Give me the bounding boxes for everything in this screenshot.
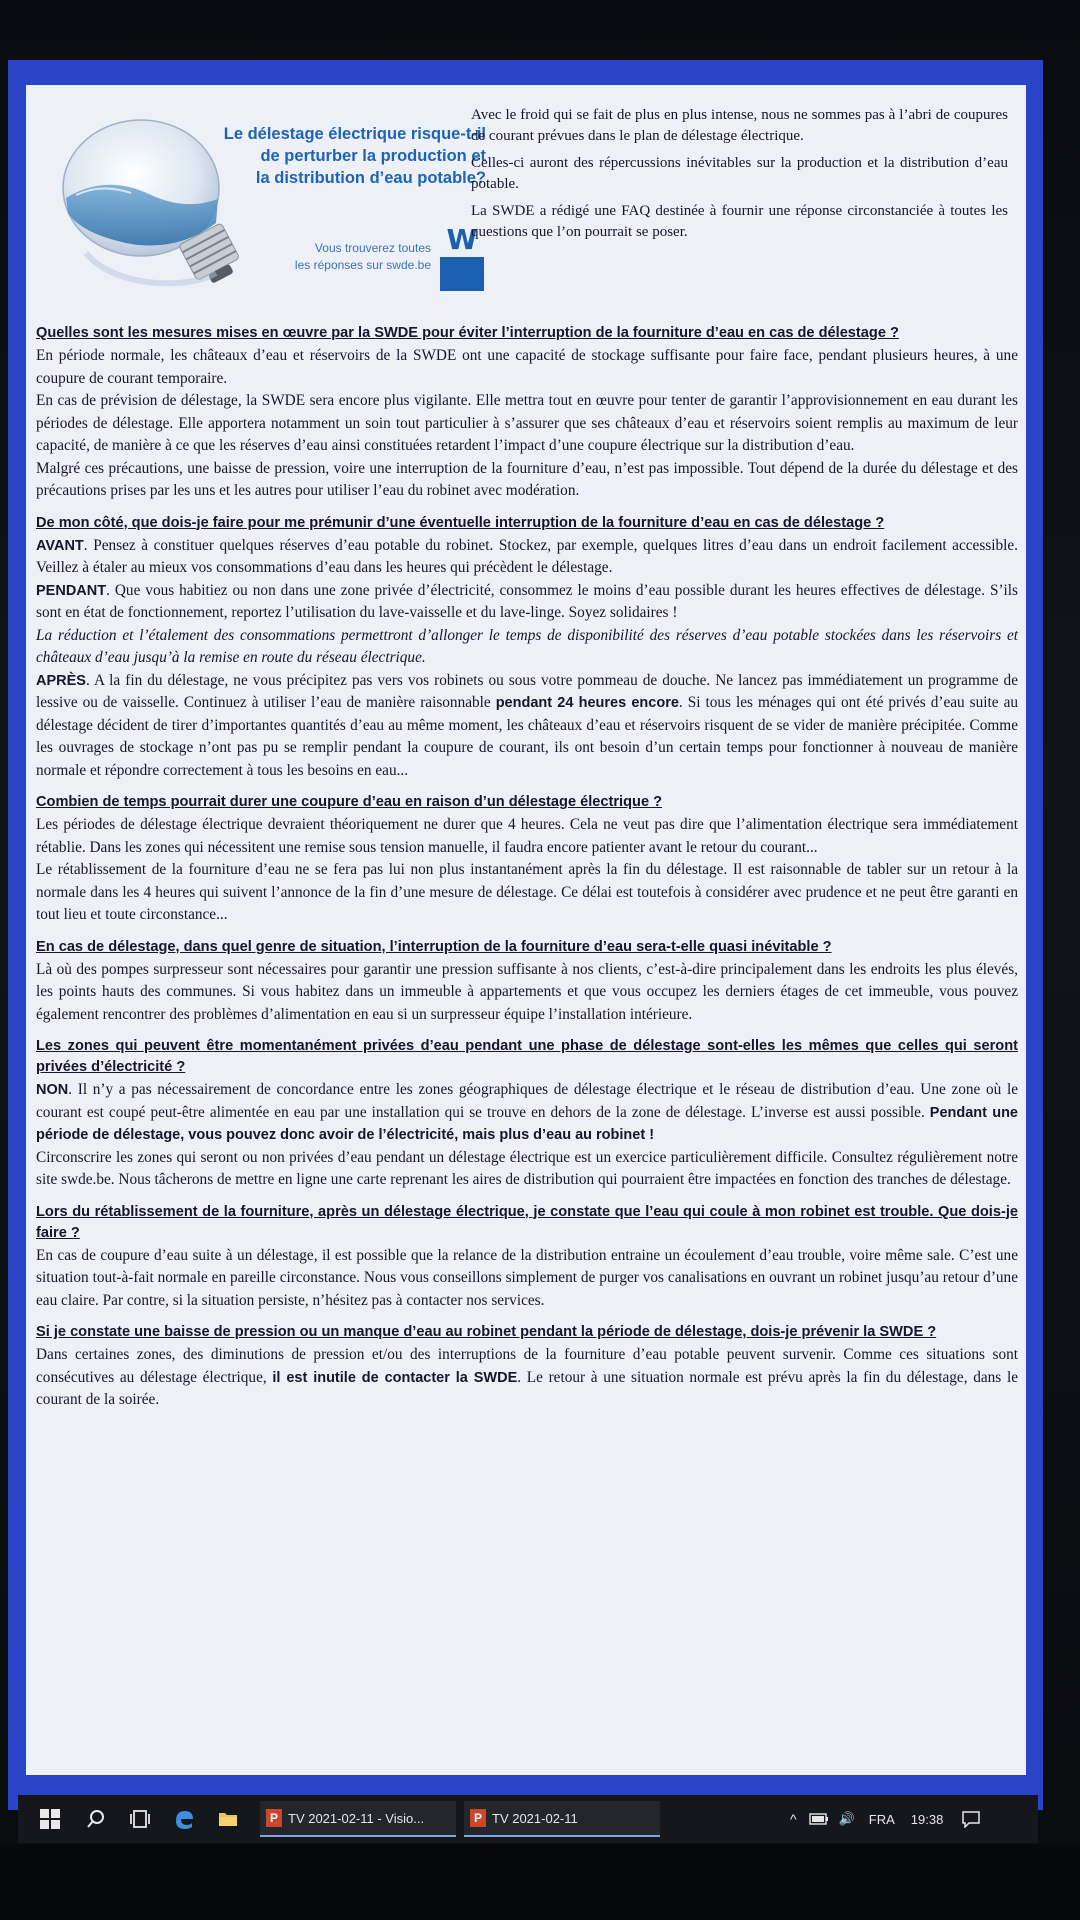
faq-question: De mon côté, que dois-je faire pour me prémunir d’une éventuelle interruption de la fourniture d’eau en cas de délestage ? [36, 514, 885, 531]
header-title-line: Le délestage électrique risque-t-il [223, 125, 486, 143]
battery-icon[interactable] [809, 1813, 829, 1825]
non-bold: Pendant une période de délestage, vous pouvez donc avoir de l’électricité, mais plus d’eau au robinet ! [36, 1104, 1018, 1143]
faq-answer: Les périodes de délestage électrique devraient théoriquement ne durer que 4 heures. Cela ne veut pas dire que l’alimentation électrique sera immédiatement rétablie. Dans les zones qui nécessitent une remise sous tension manuelle, il faudra encore patienter avant le retour du courant... [36, 816, 1018, 856]
intro-paragraph: Avec le froid qui se fait de plus en plus intense, nous ne sommes pas à l’abri de coupures de courant prévues dans le plan de délestage électrique. [471, 107, 1008, 144]
faq-answer [36, 670, 1018, 783]
swde-logo-letter: W [446, 223, 478, 256]
taskbar-app-label: TV 2021-02-11 [492, 1810, 578, 1826]
header-title [186, 123, 486, 189]
volume-icon[interactable]: 🔊 [838, 1811, 855, 1826]
q7-bold: il est inutile de contacter la SWDE [272, 1369, 518, 1386]
faq-section [36, 937, 1018, 1027]
intro-paragraph: Celles-ci auront des répercussions inévitables sur la production et la distribution d’eau potable. [471, 155, 1008, 192]
q7-text: Dans certaines zones, des diminutions de pression et/ou des interruptions de la fourniture d’eau potable peuvent survenir. Comme ces situations sont consécutives au délestage électrique, [36, 1346, 1018, 1386]
pendant-text: . Que vous habitiez ou non dans une zone privée d’électricité, consommez le moins d’eau possible durant les heures effectives de délestage. S’ils sont en état de fonctionnement, reportez l’utilisation du lave-vaisselle et du lave-linge. Soyez solidaires ! [36, 581, 1018, 621]
non-label: NON [36, 1082, 69, 1098]
faq-answer [36, 580, 1018, 625]
faq-section [36, 1322, 1018, 1412]
faq-answer: En cas de prévision de délestage, la SWDE sera encore plus vigilante. Elle mettra tout en œuvre pour tenter de garantir l’approvisionnement en eau durant les périodes de délestage. Elle apportera notamment un soin tout particulier à s’assurer que ses châteaux d’eau et réservoirs soient remplis au maximum de leur capacité, de manière à ce que les réserves d’eau ainsi constituées retardent l’impact d’une coupure électrique sur la distribution d’eau. [36, 392, 1018, 454]
header-hint-line: les réponses sur swde.be [294, 258, 431, 272]
search-icon [86, 1809, 106, 1829]
faq-answer-italic: La réduction et l’étalement des consommations permettront d’allonger le temps de disponibilité des réserves d’eau potable stockées dans les réservoirs et châteaux d’eau jusqu’à la remise en route du réseau électrique. [36, 626, 1018, 666]
file-explorer-button[interactable] [210, 1795, 246, 1843]
header-title-line: de perturber la production et [260, 147, 486, 165]
faq-body [36, 323, 1018, 1422]
faq-answer: En période normale, les châteaux d’eau et réservoirs de la SWDE ont une capacité de stockage suffisante pour faire face, pendant plusieurs heures, à une coupure de courant temporaire. [36, 347, 1018, 387]
taskbar-app-powerpoint-2[interactable] [464, 1801, 660, 1837]
monitor-bottom-bezel [0, 1845, 1080, 1920]
apres-text: . A la fin du délestage, ne vous précipitez pas vers vos robinets ou sous votre pommeau de douche. Ne lancez pas immédiatement un programme de lessive ou de vaisselle. Continuez à utiliser l’eau de manière raisonnable [36, 671, 1018, 711]
start-button[interactable] [32, 1795, 68, 1843]
q7-text: . Le retour à une situation normale est prévu après la fin du délestage, dans le courant de la soirée. [36, 1368, 1018, 1408]
avant-text: . Pensez à constituer quelques réserves d’eau potable du robinet. Stockez, par exemple, quelques litres d’eau dans un endroit facilement accessible. Veillez à étaler au mieux vos consommations d’eau dans les heures qui précèdent le délestage. [36, 536, 1018, 576]
apres-label: APRÈS [36, 672, 86, 689]
faq-section [36, 1202, 1018, 1313]
slide-page [26, 85, 1026, 1775]
taskbar-app-powerpoint-1[interactable] [260, 1801, 456, 1837]
faq-answer: Le rétablissement de la fourniture d’eau ne se fera pas lui non plus instantanément après la fin du délestage. Il est raisonnable de tabler sur un retour à la normale dans les 4 heures qui suivent l’annonce de la fin d’une mesure de délestage. Ce délai est toutefois à considérer avec prudence et ne peut être garanti en tout lieu et toute circonstance... [36, 861, 1018, 923]
faq-answer [36, 1079, 1018, 1147]
faq-question: En cas de délestage, dans quel genre de situation, l’interruption de la fourniture d’eau sera-t-elle quasi inévitable ? [36, 938, 832, 955]
intro-paragraph: La SWDE a rédigé une FAQ destinée à fournir une réponse circonstanciée à toutes les questions que l’on pourrait se poser. [471, 203, 1008, 240]
edge-browser-button[interactable] [166, 1795, 202, 1843]
windows-logo-icon [40, 1809, 60, 1829]
faq-answer: En cas de coupure d’eau suite à un délestage, il est possible que la relance de la distribution entraine un écoulement d’eau trouble, voire même sale. C’est une situation tout-à-fait normale en pareille circonstance. Nous vous conseillons simplement de purger vos canalisations en ouvrant un robinet jusqu’au retour d’une eau claire. Par contre, si la situation persiste, n’hésitez pas à contacter nos services. [36, 1246, 1018, 1309]
faq-section [36, 1036, 1018, 1192]
notification-icon[interactable] [961, 1810, 981, 1828]
header-illustration [46, 103, 486, 313]
search-button[interactable] [78, 1795, 114, 1843]
swde-logo-badge [440, 257, 484, 291]
intro-text [471, 105, 1008, 249]
windows-taskbar [18, 1795, 1038, 1843]
faq-section [36, 792, 1018, 927]
faq-question: Combien de temps pourrait durer une coupure d’eau en raison d’un délestage électrique ? [36, 794, 663, 810]
faq-answer: Circonscrire les zones qui seront ou non privées d’eau pendant un délestage électrique est un exercice particulièrement difficile. Consultez régulièrement notre site swde.be. Nous tâcherons de mettre en ligne une carte reprenant les aires de distribution qui pourraient être impactées en fonction des tranches de délestage. [36, 1148, 1018, 1188]
apres-bold: pendant 24 heures encore [495, 695, 679, 711]
apres-text: . Si tous les ménages qui ont été privés d’eau suite au délestage décident de tirer d’importantes quantités d’eau au même moment, les châteaux d’eau et réservoirs risquent de se vider de manière précipitée. Comme les ouvrages de stockage n’ont pas pu se remplir pendant la coupure de courant, ils ont besoin d’un certain temps pour fonctionner à nouveau de manière normale et répondre correctement à tous les besoins en eau... [36, 694, 1019, 779]
faq-answer: Malgré ces précautions, une baisse de pression, voire une interruption de la fourniture d’eau, n’est pas impossible. Tout dépend de la durée du délestage et des précautions prises par les uns et les autres pour utiliser l’eau du robinet avec modération. [36, 459, 1018, 499]
header-hint [256, 240, 431, 274]
faq-question: Lors du rétablissement de la fourniture, après un délestage électrique, je constate que l’eau qui coule à mon robinet est trouble. Que dois-je faire ? [36, 1203, 1018, 1241]
faq-answer [36, 1344, 1018, 1412]
chevron-up-icon[interactable]: ^ [790, 1811, 797, 1827]
folder-icon [218, 1810, 238, 1828]
faq-answer [36, 535, 1018, 580]
system-tray [790, 1795, 981, 1843]
faq-question: Si je constate une baisse de pression ou un manque d’eau au robinet pendant la période de délestage, dois-je prévenir la SWDE ? [36, 1324, 937, 1340]
powerpoint-icon: P [470, 1809, 486, 1827]
task-view-icon [130, 1809, 150, 1829]
header-hint-line: Vous trouverez toutes [314, 241, 431, 255]
task-view-button[interactable] [122, 1795, 158, 1843]
language-indicator[interactable]: FRA [868, 1811, 895, 1827]
faq-question: Quelles sont les mesures mises en œuvre par la SWDE pour éviter l’interruption de la fourniture d’eau en cas de délestage ? [36, 325, 899, 341]
faq-section [36, 323, 1018, 503]
powerpoint-icon: P [266, 1809, 282, 1827]
avant-label: AVANT [36, 537, 84, 554]
faq-answer: Là où des pompes surpresseur sont nécessaires pour garantir une pression suffisante à nos clients, c’est-à-dire principalement dans les endroits les plus élevés, les points hauts des communes. Si vous habitez dans un immeuble à appartements et que vous occupez les derniers étages de cet immeuble, vous pouvez également rencontrer des problèmes d’alimentation en eau si un surpresseur équipe l’installation intérieure. [36, 960, 1018, 1023]
non-text: . Il n’y a pas nécessairement de concordance entre les zones géographiques de délestage électrique et le réseau de distribution d’eau. Une zone où le courant est coupé peut-être alimentée en eau par une installation qui se trouve en dehors de la zone de délestage. L’inverse est aussi possible. [36, 1081, 1018, 1121]
edge-icon [173, 1808, 195, 1830]
screen [8, 60, 1043, 1810]
clock[interactable]: 19:38 [910, 1811, 944, 1827]
faq-section [36, 513, 1018, 783]
faq-question: Les zones qui peuvent être momentanément privées d’eau pendant une phase de délestage sont-elles les mêmes que celles qui seront privées d’électricité ? [36, 1038, 1018, 1075]
taskbar-app-label: TV 2021-02-11 - Visio... [288, 1810, 425, 1826]
pendant-label: PENDANT [36, 582, 107, 599]
header-title-line: la distribution d’eau potable? [255, 169, 486, 187]
